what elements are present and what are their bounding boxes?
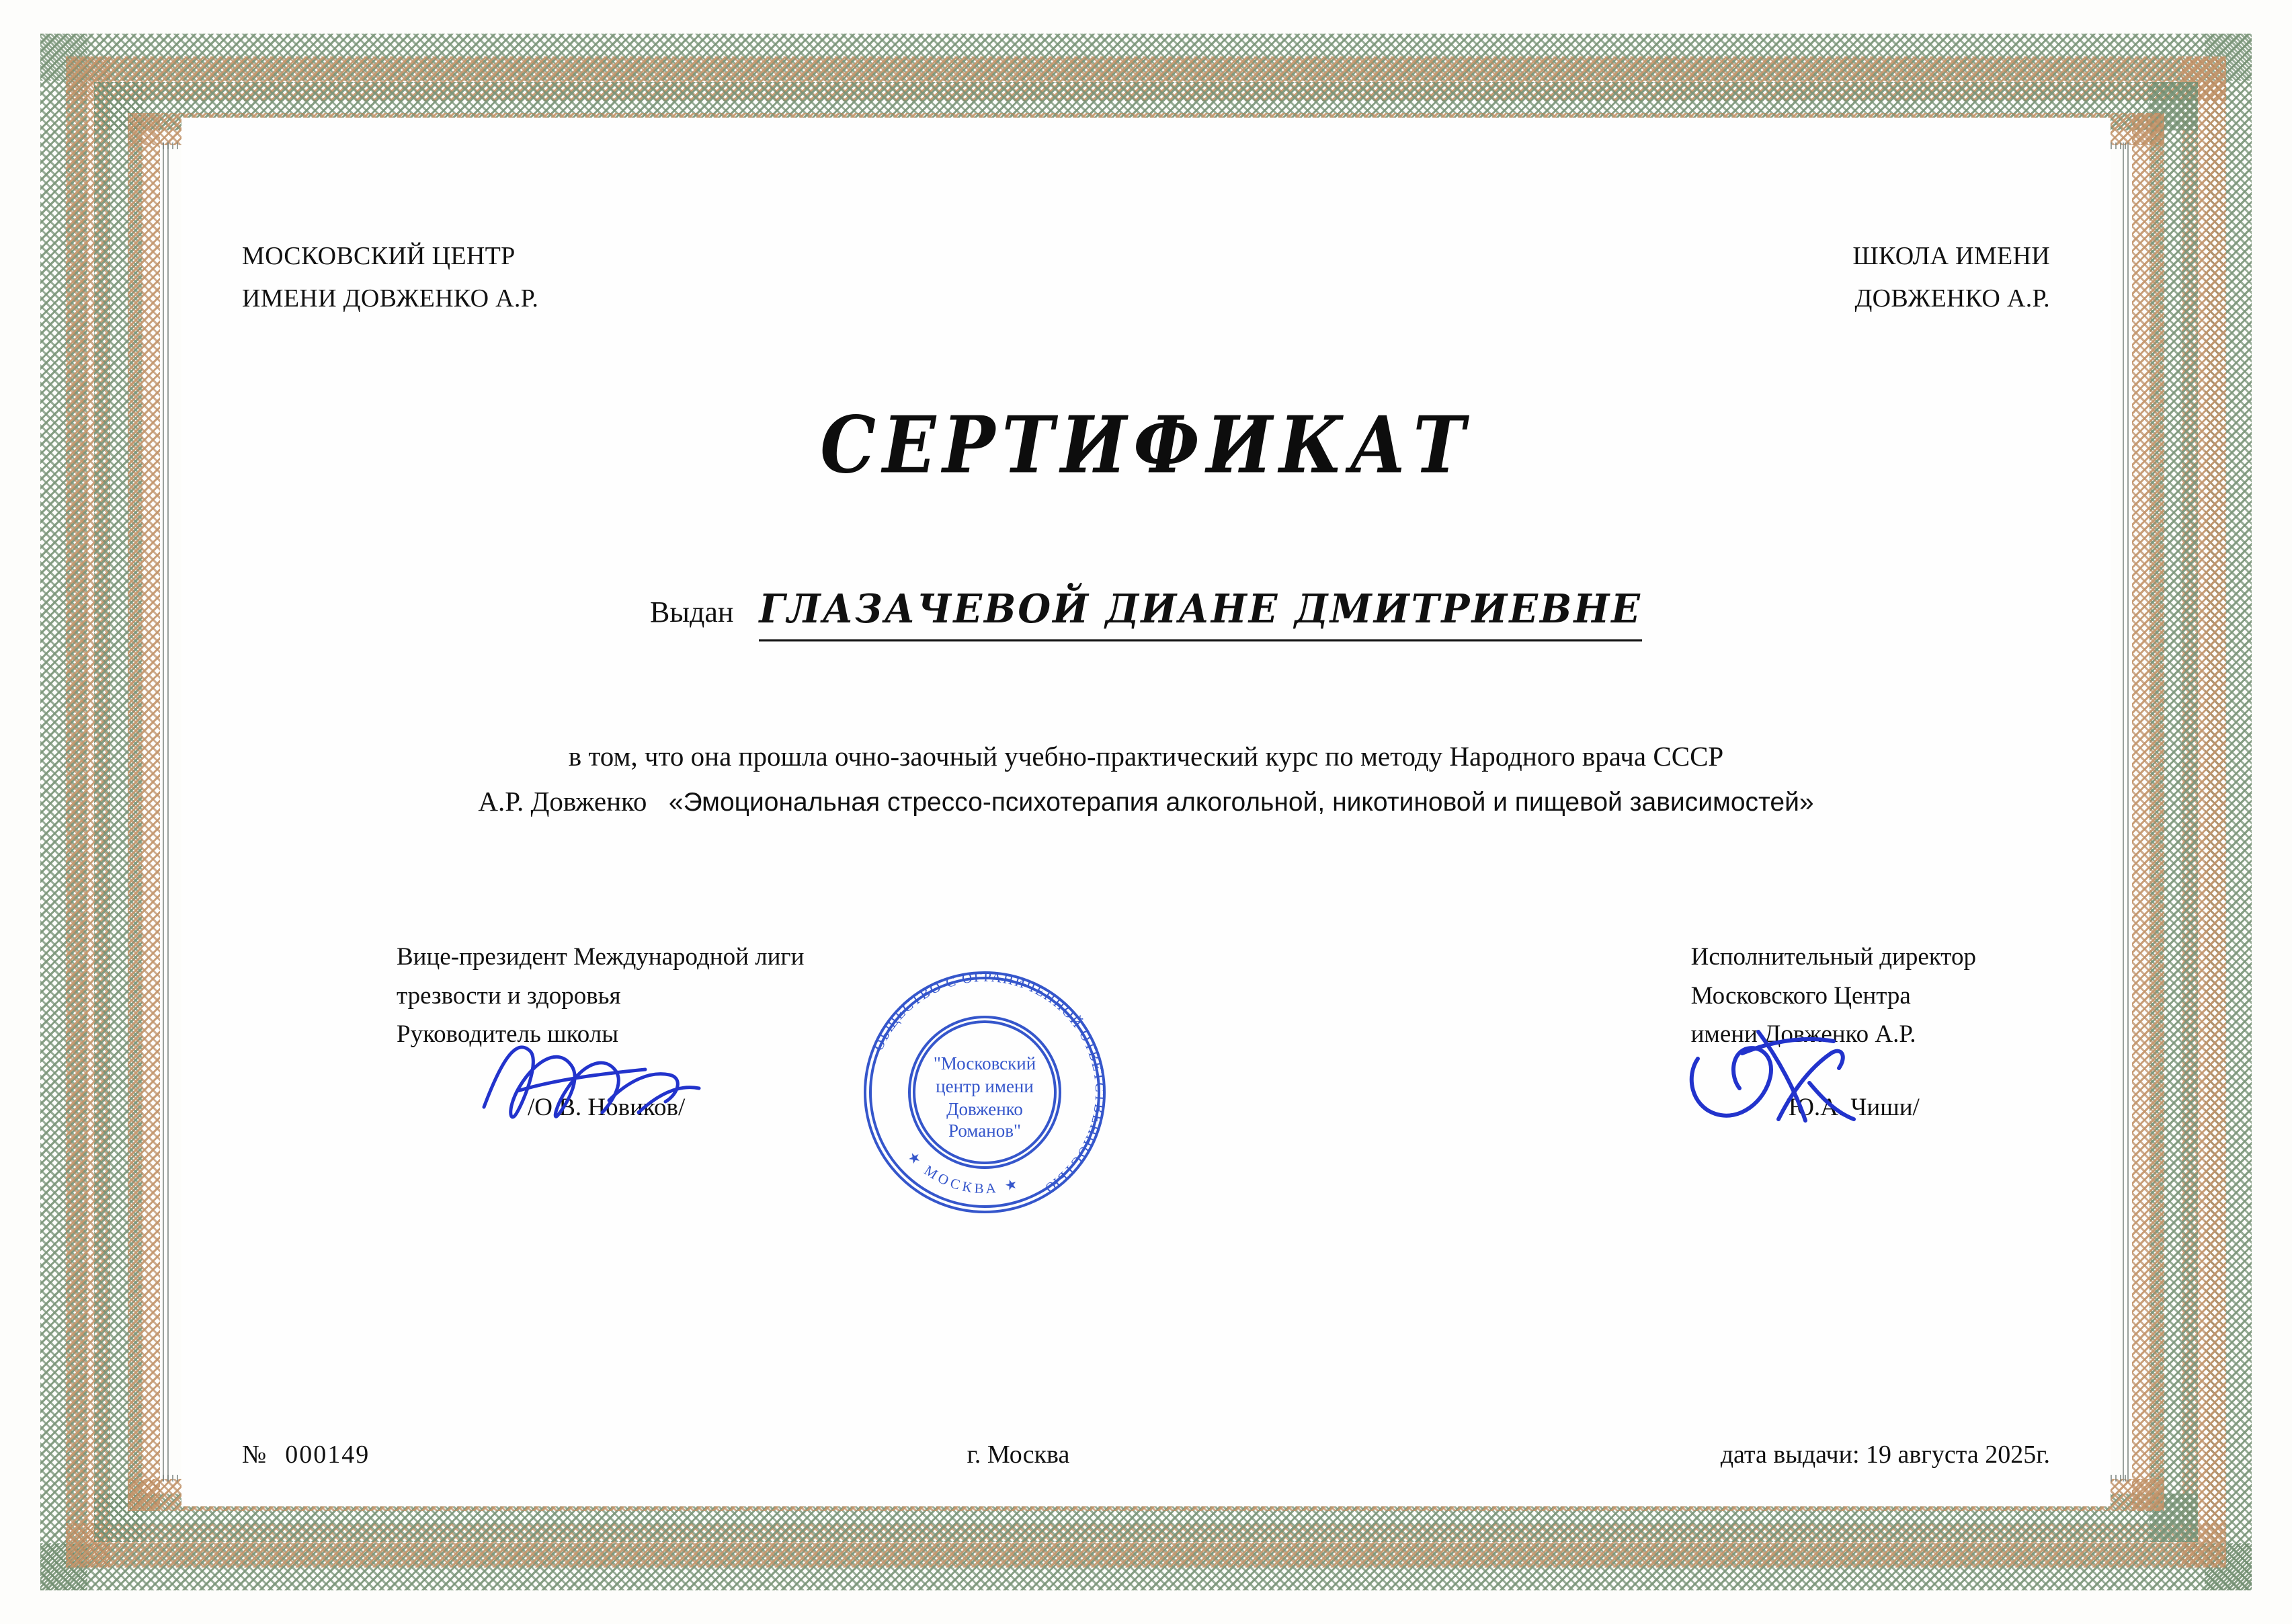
organization-left-line1: МОСКОВСКИЙ ЦЕНТР: [242, 242, 516, 270]
recipient-name: ГЛАЗАЧЕВОЙ ДИАНЕ ДМИТРИЕВНЕ: [759, 585, 1642, 642]
body-line-2-quote: «Эмоциональная стрессо-психотерапия алкогольной, никотиновой и пищевой зависимостей»: [668, 787, 1814, 817]
recipient-row: [202, 587, 2090, 640]
signature-left-name: /О.В. Новиков/: [528, 1094, 686, 1122]
organization-header: [202, 134, 2090, 319]
signature-right-role-2: Московского Центра: [1690, 981, 1911, 1010]
organization-left: [242, 235, 538, 319]
signature-left-role-1: Вице-президент Международной лиги: [397, 943, 805, 971]
svg-text:ОБЩЕСТВО С ОГРАНИЧЕННОЙ ОТВЕТС: ОБЩЕСТВО С ОГРАНИЧЕННОЙ ОТВЕТСТВЕННОСТЬЮ: [870, 968, 1109, 1198]
organization-right: [1852, 235, 2050, 319]
official-stamp: [850, 958, 1119, 1227]
organization-right-line1: ШКОЛА ИМЕНИ: [1852, 242, 2050, 270]
signature-block-left: [397, 938, 804, 1127]
svg-text:Довженко: Довженко: [946, 1099, 1023, 1119]
signature-left-role-2: трезвости и здоровья: [397, 981, 621, 1010]
certificate-footer: [202, 1440, 2090, 1469]
number-sign: №: [242, 1440, 267, 1469]
issue-date: дата выдачи: 19 августа 2025г.: [1720, 1440, 2050, 1469]
signature-section: [202, 938, 2090, 1127]
signature-right-role-1: Исполнительный директор: [1690, 943, 1976, 971]
certificate-number: [242, 1440, 370, 1469]
signature-right-role-3: имени Довженко А.Р.: [1690, 1020, 1916, 1048]
svg-text:★ МОСКВА ★: ★ МОСКВА ★: [904, 1147, 1023, 1197]
body-line-1: в том, что она прошла очно-заочный учебно-практический курс по методу Народного врача СССР: [568, 741, 1724, 772]
number-value: 000149: [285, 1440, 370, 1469]
svg-text:"Московский: "Московский: [933, 1053, 1036, 1073]
certificate-content: [202, 134, 2090, 1490]
issued-label: Выдан: [650, 596, 734, 629]
signature-left-role-3: Руководитель школы: [397, 1020, 619, 1048]
signature-block-right: [1691, 938, 1976, 1127]
organization-right-line2: ДОВЖЕНКО А.Р.: [1854, 284, 2050, 313]
issue-city: г. Москва: [967, 1440, 1070, 1469]
svg-text:центр имени: центр имени: [936, 1076, 1034, 1096]
body-line-2-prefix: А.Р. Довженко: [478, 785, 647, 817]
svg-text:Романов": Романов": [948, 1121, 1021, 1141]
document-title: СЕРТИФИКАТ: [820, 398, 1472, 491]
organization-left-line2: ИМЕНИ ДОВЖЕНКО А.Р.: [242, 284, 539, 313]
signature-right-name: /Ю.А. Чиши/: [1781, 1094, 1920, 1122]
body-line-2: [229, 779, 2063, 823]
certificate-body: [202, 734, 2090, 823]
